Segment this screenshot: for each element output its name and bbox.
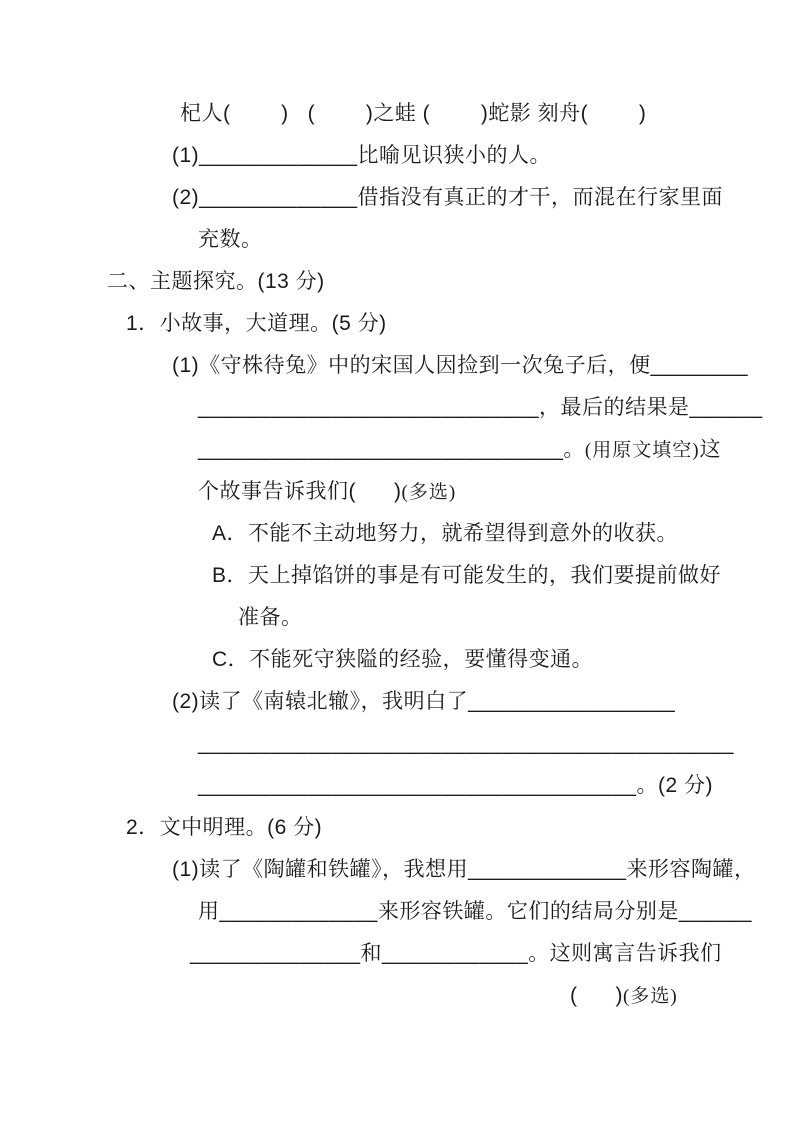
q2-item1-line1 — [172, 849, 793, 891]
option-c — [212, 639, 793, 681]
q2-item1-line3-text: ______________和____________。这则寓言告诉我们 — [190, 942, 722, 965]
question-2-title-text: 2．文中明理。(6 分) — [126, 816, 323, 839]
q1-item1-line2 — [198, 387, 793, 429]
question-1-title — [126, 303, 793, 345]
q1-item2-line1 — [172, 681, 793, 723]
definition-item-1-text: (1)_____________比喻见识狭小的人。 — [172, 144, 551, 167]
section-2-heading-text: 二、主题探究。(13 分) — [107, 270, 325, 293]
original-text-note: (用原文填空) — [584, 440, 700, 461]
question-2-title — [126, 807, 793, 849]
definition-item-2-line2-text: 充数。 — [198, 228, 263, 251]
option-b-line1 — [212, 555, 793, 597]
option-b-line2-text: 准备。 — [238, 606, 303, 629]
q1-item1-line3-tail: 这 — [699, 438, 722, 461]
definition-item-1 — [172, 135, 793, 177]
q1-item1-line3-blank: ______________________________。 — [198, 438, 585, 461]
option-a-text: A．不能不主动地努力，就希望得到意外的收获。 — [212, 522, 679, 545]
option-b-line1-text: B．天上掉馅饼的事是有可能发生的，我们要提前做好 — [212, 564, 722, 587]
option-b-line2 — [238, 597, 793, 639]
q1-item2-blank-line-score-text: ____________________________________。(2 分) — [198, 774, 713, 797]
idiom-fill-blanks-row — [180, 93, 793, 135]
q1-item2-blank-line — [198, 723, 793, 765]
idiom-row-text: 杞人( ) ( )之蛙 ( )蛇影 刻舟( ) — [180, 102, 647, 125]
q1-item1-line2-text: ____________________________，最后的结果是______ — [198, 396, 763, 419]
q2-item1-line3 — [190, 933, 793, 975]
q1-item2-line1-text: (2)读了《南辕北辙》，我明白了_________________ — [172, 690, 676, 713]
option-c-text: C．不能死守狭隘的经验，要懂得变通。 — [212, 648, 594, 671]
q2-answer-brackets — [570, 975, 793, 1017]
q1-item1-line1-text: (1)《守株待兔》中的宋国人因捡到一次兔子后，便________ — [172, 354, 749, 377]
multi-select-note-1: (多选) — [401, 482, 457, 503]
q2-item1-line1-text: (1)读了《陶罐和铁罐》，我想用_____________来形容陶罐， — [172, 858, 756, 881]
q1-item1-line1 — [172, 345, 793, 387]
q1-item2-blank-line-score — [198, 765, 793, 807]
option-a — [212, 513, 793, 555]
q1-item2-blank-line-text: ____________________________________________ — [198, 732, 734, 755]
definition-item-2-line1 — [172, 177, 793, 219]
q1-item1-line3 — [198, 429, 793, 471]
q2-item1-line2 — [198, 891, 793, 933]
definition-item-2-line1-text: (2)_____________借指没有真正的才干，而混在行家里面 — [172, 186, 723, 209]
multi-select-note-2: (多选) — [623, 986, 678, 1007]
q2-answer-brackets-text: ( ) — [570, 984, 623, 1007]
definition-item-2-line2 — [198, 219, 793, 261]
q2-item1-line2-text: 用_____________来形容铁罐。它们的结局分别是______ — [198, 900, 752, 923]
q1-item1-line4 — [198, 471, 793, 513]
q1-item1-line4-main: 个故事告诉我们( ) — [198, 480, 402, 503]
question-1-title-text: 1．小故事，大道理。(5 分) — [126, 312, 387, 335]
section-2-heading — [107, 261, 793, 303]
